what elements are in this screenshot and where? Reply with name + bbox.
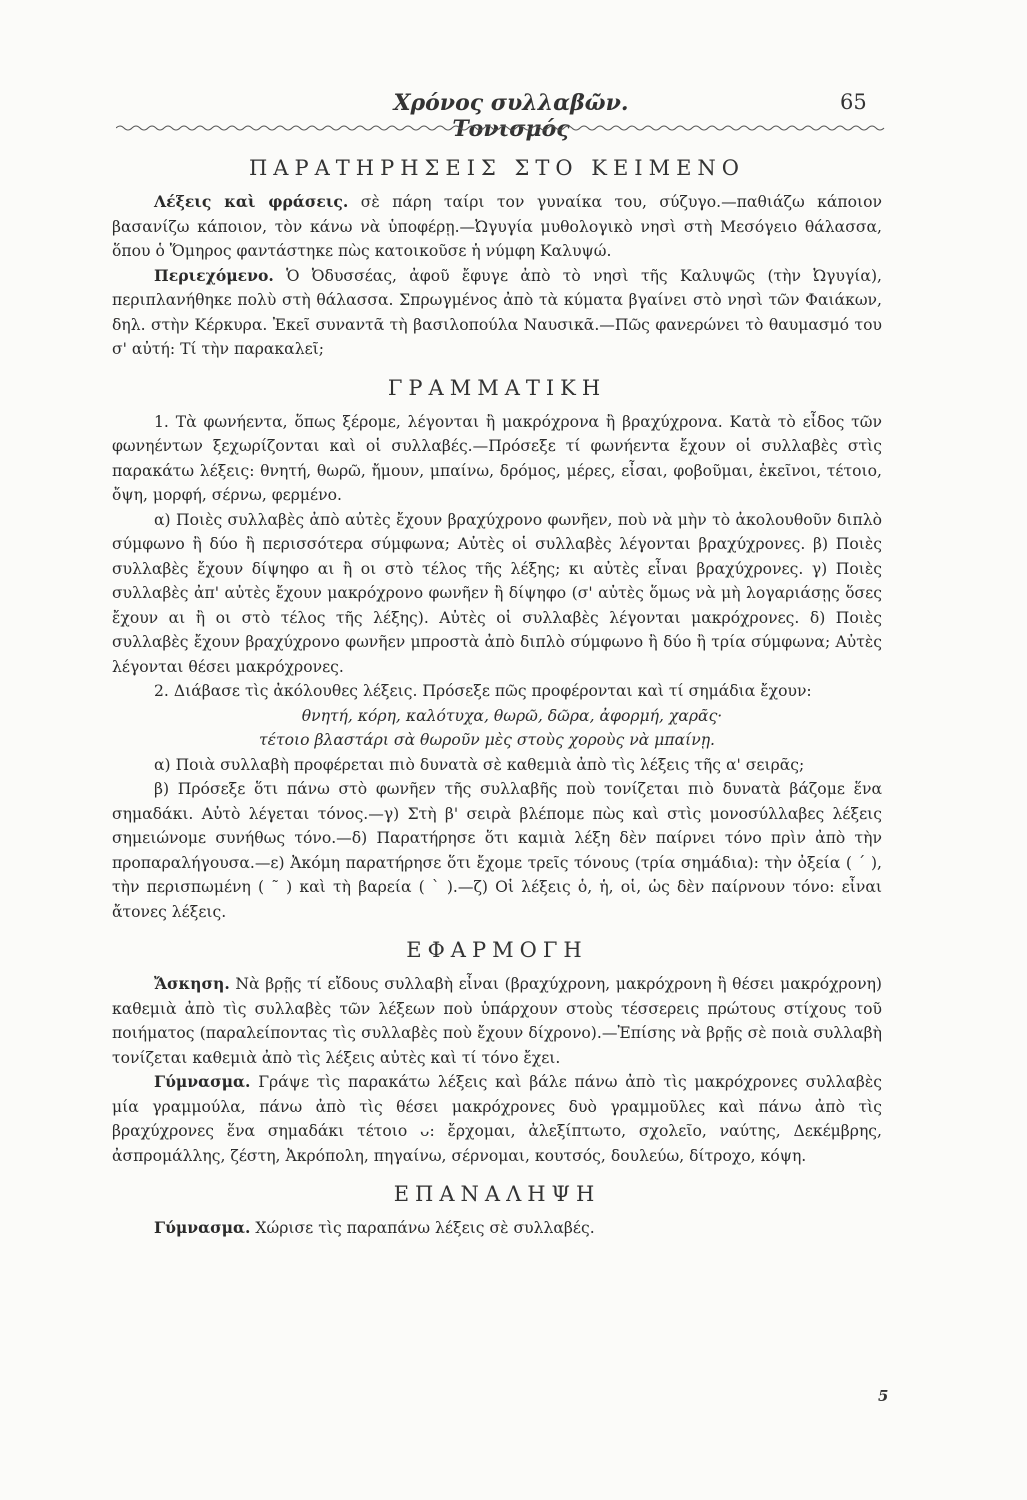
grammar-paragraph-3: 2. Διάβασε τὶς ἀκόλουθες λέξεις. Πρόσεξε πῶς προφέρονται καὶ τί σημάδια ἔχουν:	[154, 682, 812, 700]
grammar-paragraph-5: β) Πρόσεξε ὅτι πάνω στὸ φωνῆεν τῆς συλλαβῆς ποὺ τονίζεται πιὸ δυνατὰ βάζομε ἕνα σημαδάκι. Αὐτὸ λέγεται τόνος.—γ) Στὴ β' σειρὰ βλέπομε πὼς καὶ στὶς μονοσύλλαβες λέξεις σημειώνομε συνήθως τόνο.—δ) Παρατήρησε ὅτι καμιὰ λέξη δὲν παίρνει τόνο πρὶν ἀπὸ τὴν προπαραλήγουσα.—ε) Ἀκόμη παρατήρησε ὅτι ἔχομε τρεῖς τόνους (τρία σημάδια): τὴν ὀξεία ( ´ ), τὴν περισπωμένη ( ῀ ) καὶ τὴ βαρεία ( ` ).—ζ) Οἱ λέξεις ὁ, ἡ, οἱ, ὡς δὲν παίρνουν τόνο: εἶναι ἄτονες λέξεις.	[112, 780, 882, 921]
lead-content: Περιεχόμενο.	[154, 265, 274, 285]
lead-drill: Γύμνασμα.	[154, 1072, 251, 1091]
paragraph-vocabulary	[112, 190, 882, 264]
section-heading-application: ΕΦΑΡΜΟΓΗ	[406, 938, 588, 962]
page-header	[0, 90, 1027, 142]
lead-vocabulary: Λέξεις καὶ φράσεις.	[154, 192, 349, 211]
section-heading-observations: ΠΑΡΑΤΗΡΗΣΕΙΣ ΣΤΟ ΚΕΙΜΕΝΟ	[248, 156, 746, 180]
paragraph-exercise	[112, 972, 882, 1070]
text-content: Ὁ Ὀδυσσέας, ἀφοῦ ἔφυγε ἀπὸ τὸ νησὶ τῆς Καλυψῶς (τὴν Ὠγυγία), περιπλανήθηκε πολὺ στὴ θάλασσα. Σπρωγμένος ἀπὸ τὰ κύματα βγαίνει στὸ νησὶ τῶν Φαιάκων, δηλ. στὴν Κέρκυρα. Ἐκεῖ συναντᾶ τὴ βασιλοπούλα Ναυσικᾶ.—Πῶς φανερώνει τὸ θαυμασμό του σ' αὐτή: Τί τὴν παρακαλεῖ;	[112, 266, 882, 358]
grammar-paragraph-2: α) Ποιὲς συλλαβὲς ἀπὸ αὐτὲς ἔχουν βραχύχρονο φωνῆεν, ποὺ νὰ μὴν τὸ ἀκολουθοῦν διπλὸ σύμφωνο ἢ δύο ἢ περισσότερα σύμφωνα; Αὐτὲς οἱ συλλαβὲς λέγονται βραχύχρονες. β) Ποιὲς συλλαβὲς ἔχουν δίψηφο αι ἢ οι στὸ τέλος τῆς λέξης; κι αὐτὲς εἶναι βραχύχρονες. γ) Ποιὲς συλλαβὲς ἀπ' αὐτὲς ἔχουν μακρόχρονο φωνῆεν ἢ δίψηφο (σ' αὐτὲς ὅμως νὰ μὴ λογαριάσῃς ὅσες ἔχουν αι ἢ οι στὸ τέλος τῆς λέξης). Αὐτὲς οἱ συλλαβὲς λέγονται μακρόχρονες. δ) Ποιὲς συλλαβὲς ἔχουν βραχύχρονο φωνῆεν μπροστὰ ἀπὸ διπλὸ σύμφωνο ἢ δύο ἢ τρία σύμφωνα; Αὐτὲς λέγονται θέσει μακρόχρονες.	[112, 510, 882, 676]
section-heading-grammar: ΓΡΑΜΜΑΤΙΚΗ	[387, 375, 607, 400]
text-vocabulary: σὲ πάρη ταίρι τον γυναίκα του, σύζυγο.—παθιάζω κάποιον βασανίζω κάποιον, τὸν κάνω νὰ ὑποφέρῃ.—Ὠγυγία μυθολογικὸ νησὶ στὴ Μεσόγειο θάλασσα, ὅπου ὁ Ὅμηρος φαντάστηκε πὼς κατοικοῦσε ἡ νύμφη Καλυψώ.	[112, 193, 882, 260]
paragraph-review-drill	[112, 1216, 882, 1241]
grammar-paragraph-4: α) Ποιὰ συλλαβὴ προφέρεται πιὸ δυνατὰ σὲ καθεμιὰ ἀπὸ τὶς λέξεις τῆς α' σειρᾶς;	[154, 755, 805, 774]
wavy-rule	[116, 124, 886, 132]
main-text	[112, 148, 882, 1241]
lead-review-drill: Γύμνασμα.	[154, 1218, 251, 1237]
text-exercise: Νὰ βρῇς τί εἴδους συλλαβὴ εἶναι (βραχύχρονη, μακρόχρονη ἢ θέσει μακρόχρονη) καθεμιὰ ἀπὸ τὶς συλλαβὲς τῶν λέξεων ποὺ ὑπάρχουν στοὺς τέσσερεις πρώτους στίχους τοῦ ποιήματος (παραλείποντας τὶς συλλαβὲς ποὺ ἔχουν δίχρονο).—Ἐπίσης νὰ βρῇς σὲ ποιὰ συλλαβὴ τονίζεται καθεμιὰ ἀπὸ τὶς λέξεις αὐτὲς καὶ τί τόνο ἔχει.	[112, 975, 882, 1067]
example-line-1: θνητή, κόρη, καλότυχα, θωρῶ, δῶρα, ἀφορμή, χαρᾶς·	[301, 706, 723, 725]
signature-mark: 5	[878, 1387, 889, 1405]
example-line-2: τέτοιο βλαστάρι σὰ θωροῦν μὲς στοὺς χοροὺς νὰ μπαίνῃ.	[258, 731, 715, 749]
section-heading-review: ΕΠΑΝΑΛΗΨΗ	[393, 1182, 601, 1206]
text-drill: Γράψε τὶς παρακάτω λέξεις καὶ βάλε πάνω ἀπὸ τὶς μακρόχρονες συλλαβὲς μία γραμμούλα, πάνω ἀπὸ τὶς θέσει μακρόχρονες δυὸ γραμμοῦλες καὶ πάνω ἀπὸ τὶς βραχύχρονες ἕνα σημαδάκι τέτοιο ᴗ: ἔρχομαι, ἀλεξίπτωτο, σχολεῖο, ναύτης, Δεκέμβρης, ἀσπρομάλλης, ζέστη, Ἀκρόπολη, πηγαίνω, σέρνομαι, κουτσός, δουλεύω, δίτροχο, κόψη.	[112, 1073, 882, 1165]
paragraph-content	[112, 264, 882, 362]
paragraph-drill	[112, 1070, 882, 1168]
grammar-paragraph-1: 1. Τὰ φωνήεντα, ὅπως ξέρομε, λέγονται ἢ μακρόχρονα ἢ βραχύχρονα. Κατὰ τὸ εἶδος τῶν φωνηέντων ξεχωρίζονται καὶ οἱ συλλαβές.—Πρόσεξε τί φωνήεντα ἔχουν οἱ συλλαβὲς στὶς παρακάτω λέξεις: θνητή, θωρῶ, ἤμουν, μπαίνω, δρόμος, μέρες, εἶσαι, φοβοῦμαι, ἐκεῖνοι, τέτοιο, ὄψη, μορφή, σέρνω, φερμένο.	[112, 412, 882, 504]
text-review-drill: Χώρισε τὶς παραπάνω λέξεις σὲ συλλαβές.	[250, 1219, 595, 1237]
running-title: Χρόνος συλλαβῶν. Τονισμός	[393, 90, 629, 142]
page-number: 65	[840, 90, 867, 114]
lead-exercise: Ἄσκηση.	[154, 974, 230, 993]
